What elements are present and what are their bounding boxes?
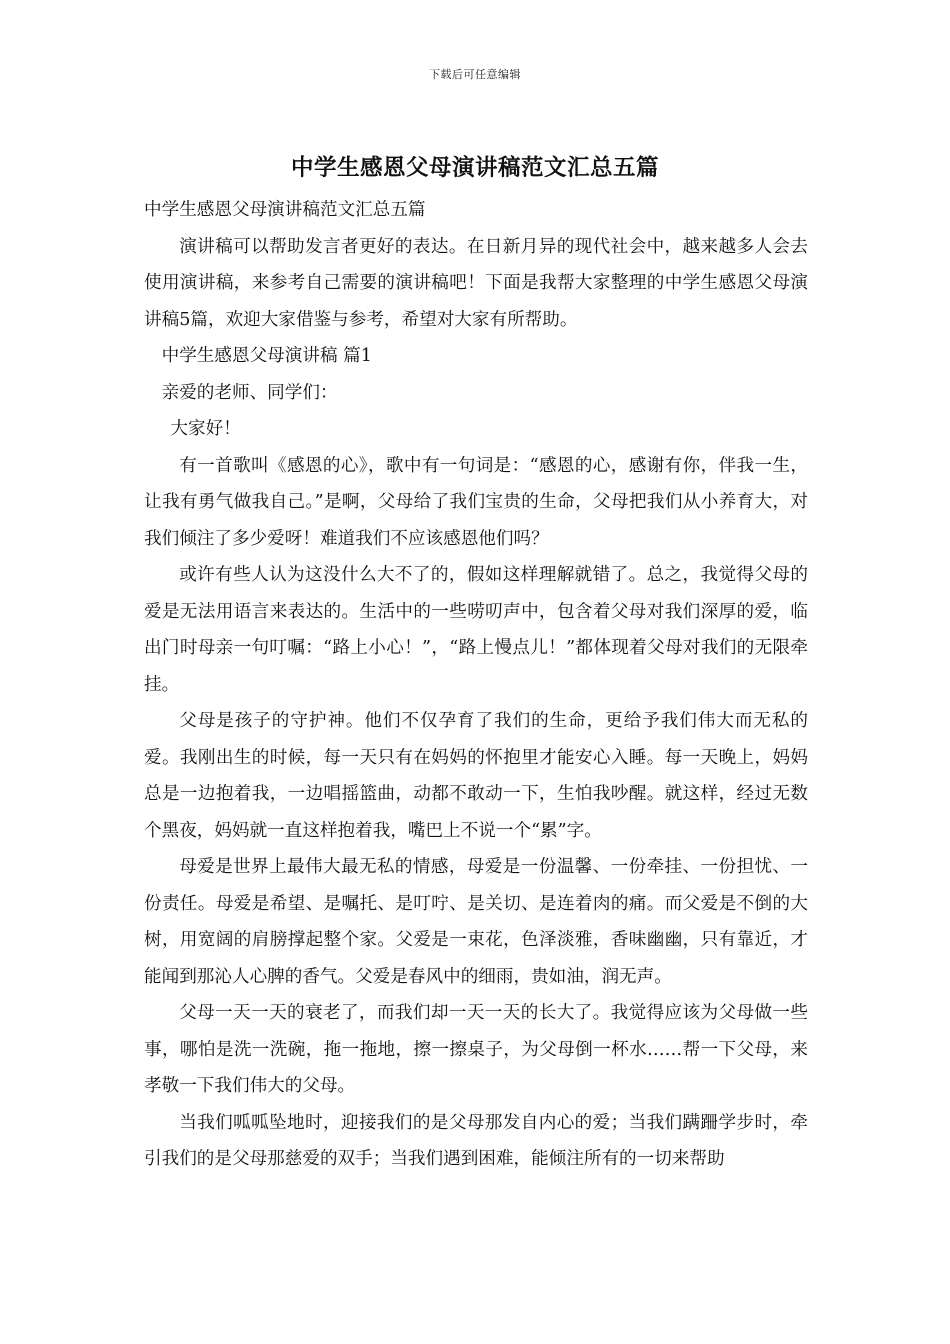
section-heading: 中学生感恩父母演讲稿 篇1 bbox=[161, 346, 372, 366]
header-note: 下载后可任意编辑 bbox=[429, 68, 521, 81]
body-paragraph: 当我们呱呱坠地时，迎接我们的是父母那发自内心的爱；当我们蹒跚学步时，牵引我们的是父母那慈爱的双手；当我们遇到困难，能倾注所有的一切来帮助 bbox=[144, 1112, 808, 1169]
document-title: 中学生感恩父母演讲稿范文汇总五篇 bbox=[290, 155, 659, 181]
document-body bbox=[144, 192, 808, 1178]
body-paragraph: 父母是孩子的守护神。他们不仅孕育了我们的生命，更给予我们伟大而无私的爱。我刚出生的时候，每一天只有在妈妈的怀抱里才能安心入睡。每一天晚上，妈妈总是一边抱着我，一边唱摇篮曲，动都不敢动一下，生怕我吵醒。就这样，经过无数个黑夜，妈妈就一直这样抱着我，嘴巴上不说一个“累”字。 bbox=[144, 711, 808, 841]
salutation: 亲爱的老师、同学们： bbox=[161, 382, 338, 403]
greeting: 大家好！ bbox=[170, 419, 241, 439]
intro-paragraph: 演讲稿可以帮助发言者更好的表达。在日新月异的现代社会中，越来越多人会去使用演讲稿，来参考自己需要的演讲稿吧！下面是我帮大家整理的中学生感恩父母演讲稿5篇，欢迎大家借鉴与参考，希望对大家有所帮助。 bbox=[144, 236, 808, 330]
body-paragraph: 有一首歌叫《感恩的心》，歌中有一句词是：“感恩的心，感谢有你，伴我一生，让我有勇气做我自己。”是啊，父母给了我们宝贵的生命，父母把我们从小养育大，对我们倾注了多少爱呀！难道我们不应该感恩他们吗？ bbox=[144, 455, 808, 549]
subtitle-paragraph: 中学生感恩父母演讲稿范文汇总五篇 bbox=[144, 200, 426, 220]
body-paragraph: 母爱是世界上最伟大最无私的情感，母爱是一份温馨、一份牵挂、一份担忧、一份责任。母爱是希望、是嘱托、是叮咛、是关切、是连着肉的痛。而父爱是不倒的大树，用宽阔的肩膀撑起整个家。父爱是一束花，色泽淡雅，香味幽幽，只有靠近，才能闻到那沁人心脾的香气。父爱是春风中的细雨，贵如油，润无声。 bbox=[144, 857, 808, 987]
body-paragraph: 或许有些人认为这没什么大不了的，假如这样理解就错了。总之，我觉得父母的爱是无法用语言来表达的。生活中的一些唠叨声中，包含着父母对我们深厚的爱，临出门时母亲一句叮嘱：“路上小心！”，“路上慢点儿！”都体现着父母对我们的无限牵挂。 bbox=[144, 565, 808, 695]
body-paragraph: 父母一天一天的衰老了，而我们却一天一天的长大了。我觉得应该为父母做一些事，哪怕是洗一洗碗，拖一拖地，擦一擦桌子，为父母倒一杯水……帮一下父母，来孝敬一下我们伟大的父母。 bbox=[144, 1003, 808, 1096]
